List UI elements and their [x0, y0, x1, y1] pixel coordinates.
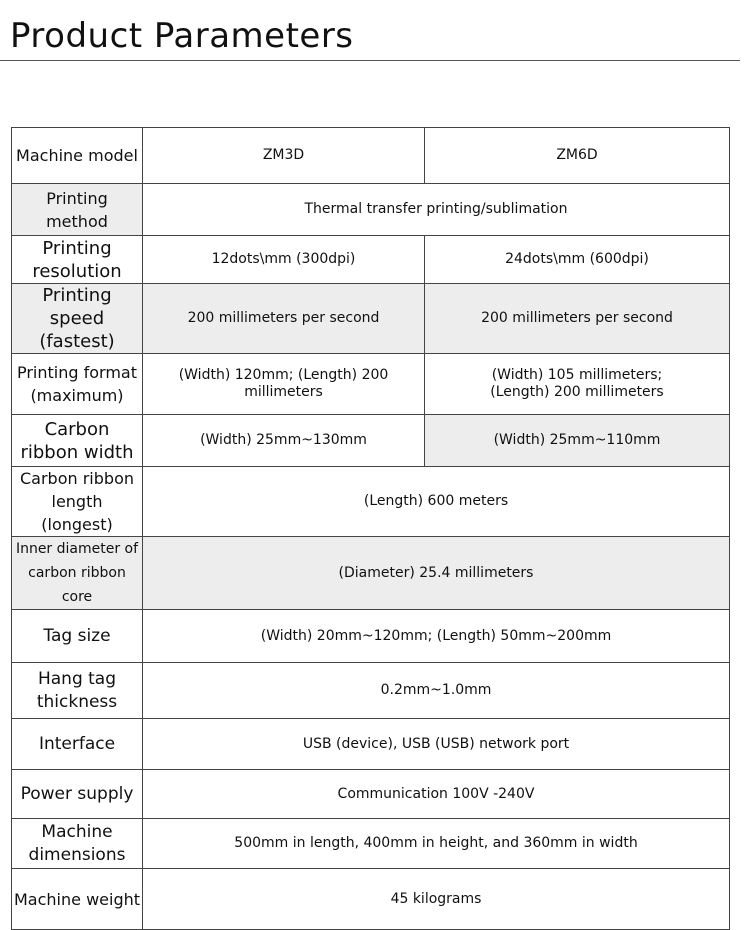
- row-value: (Width) 20mm~120mm; (Length) 50mm~200mm: [143, 610, 730, 663]
- table-row: [12, 819, 730, 869]
- row-value: (Length) 600 meters: [143, 467, 730, 537]
- table-row: [12, 415, 730, 467]
- row-label: Inner diameter of carbon ribbon core: [12, 537, 143, 610]
- table-row: [12, 869, 730, 930]
- row-value-zm6d: 200 millimeters per second: [425, 284, 730, 354]
- row-value: 0.2mm~1.0mm: [143, 663, 730, 719]
- table-row: [12, 719, 730, 770]
- row-label: Interface: [12, 719, 143, 770]
- row-value: 500mm in length, 400mm in height, and 360mm in width: [143, 819, 730, 869]
- row-value-zm6d: 24dots\mm (600dpi): [425, 236, 730, 284]
- table-row: [12, 284, 730, 354]
- row-value-zm3d: (Width) 25mm~130mm: [143, 415, 425, 467]
- table-row: [12, 537, 730, 610]
- row-value: USB (device), USB (USB) network port: [143, 719, 730, 770]
- row-label: Printing speed (fastest): [12, 284, 143, 354]
- table-row: [12, 663, 730, 719]
- table-row: [12, 354, 730, 415]
- table-row: [12, 610, 730, 663]
- model-zm6d: ZM6D: [425, 128, 730, 184]
- row-label: Printing method: [12, 184, 143, 236]
- row-label: Machine model: [12, 128, 143, 184]
- row-value-zm6d: (Width) 25mm~110mm: [425, 415, 730, 467]
- row-value: Communication 100V -240V: [143, 770, 730, 819]
- row-label: Carbon ribbon length (longest): [12, 467, 143, 537]
- row-label: Machine weight: [12, 869, 143, 930]
- row-label: Power supply: [12, 770, 143, 819]
- row-value: Thermal transfer printing/sublimation: [143, 184, 730, 236]
- row-value-zm3d: 200 millimeters per second: [143, 284, 425, 354]
- table-row: [12, 184, 730, 236]
- row-value-zm3d: 12dots\mm (300dpi): [143, 236, 425, 284]
- row-label: Carbon ribbon width: [12, 415, 143, 467]
- row-value-zm3d: (Width) 120mm; (Length) 200 millimeters: [143, 354, 425, 415]
- table-row: [12, 236, 730, 284]
- row-value: 45 kilograms: [143, 869, 730, 930]
- row-value-zm6d: (Width) 105 millimeters; (Length) 200 millimeters: [425, 354, 730, 415]
- product-parameters-table: [11, 127, 730, 930]
- model-zm3d: ZM3D: [143, 128, 425, 184]
- table-row: [12, 770, 730, 819]
- title-divider: [0, 60, 740, 61]
- row-label: Hang tag thickness: [12, 663, 143, 719]
- row-label: Machine dimensions: [12, 819, 143, 869]
- table-row: [12, 128, 730, 184]
- row-label: Printing resolution: [12, 236, 143, 284]
- page-title: Product Parameters: [10, 16, 354, 56]
- row-value: (Diameter) 25.4 millimeters: [143, 537, 730, 610]
- row-label: Tag size: [12, 610, 143, 663]
- table-row: [12, 467, 730, 537]
- row-label: Printing format (maximum): [12, 354, 143, 415]
